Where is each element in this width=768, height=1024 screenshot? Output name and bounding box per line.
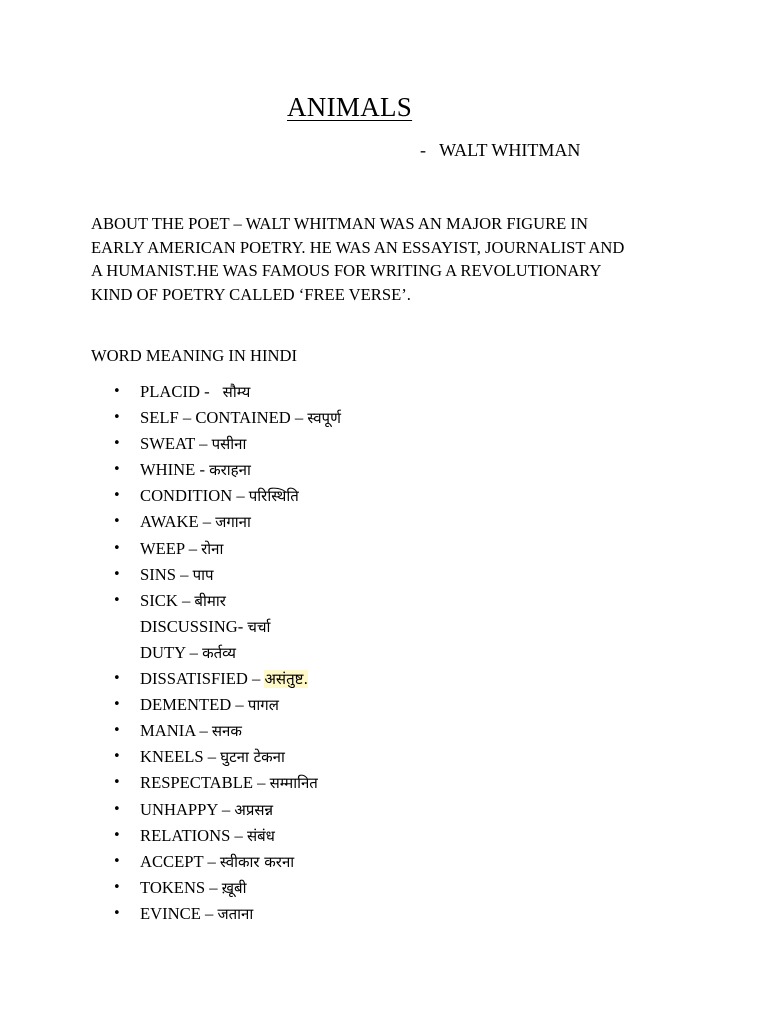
word-list-item bbox=[0, 431, 341, 457]
word-list-item bbox=[0, 718, 341, 744]
word-hindi-meaning: संबंध bbox=[246, 826, 275, 845]
word-term: DISCUSSING- bbox=[140, 616, 248, 636]
word-term: UNHAPPY – bbox=[140, 799, 235, 819]
word-term: TOKENS – bbox=[140, 877, 222, 897]
word-term: WHINE - bbox=[140, 460, 210, 480]
word-hindi-meaning: ख़ूबी bbox=[221, 878, 247, 897]
word-meaning-heading: WORD MEANING IN HINDI bbox=[91, 346, 298, 365]
word-list-item bbox=[0, 849, 341, 875]
word-list-item bbox=[0, 588, 341, 614]
word-list-item bbox=[0, 562, 341, 588]
word-list-item bbox=[0, 692, 341, 718]
bullet-icon: • bbox=[113, 488, 121, 504]
word-term: SINS – bbox=[140, 564, 193, 584]
word-hindi-meaning: घुटना टेकना bbox=[220, 748, 285, 767]
word-list-item bbox=[0, 666, 341, 692]
word-hindi-meaning: पाप bbox=[192, 565, 214, 584]
word-term: RESPECTABLE – bbox=[140, 773, 270, 793]
about-line: ABOUT THE POET – WALT WHITMAN WAS AN MAJOR FIGURE IN bbox=[91, 214, 588, 233]
word-list-item bbox=[0, 875, 341, 901]
word-term: SELF – CONTAINED – bbox=[140, 408, 308, 428]
word-hindi-meaning: पसीना bbox=[211, 435, 247, 454]
word-term: DUTY – bbox=[140, 642, 203, 662]
about-line: EARLY AMERICAN POETRY. HE WAS AN ESSAYIST, JOURNALIST AND bbox=[91, 237, 625, 257]
word-hindi-meaning: कराहना bbox=[209, 461, 251, 480]
bullet-icon: • bbox=[113, 566, 121, 582]
word-hindi-meaning: कर्तव्य bbox=[202, 643, 236, 662]
about-line: A HUMANIST.HE WAS FAMOUS FOR WRITING A REVOLUTIONARY bbox=[91, 261, 602, 280]
word-term: SICK – bbox=[140, 590, 195, 610]
word-hindi-meaning: रोना bbox=[201, 539, 224, 558]
word-list-item bbox=[0, 744, 341, 770]
word-term: EVINCE – bbox=[140, 903, 218, 923]
bullet-icon: • bbox=[113, 749, 121, 765]
bullet-icon: • bbox=[113, 905, 121, 921]
word-hindi-meaning: जताना bbox=[217, 904, 254, 923]
word-list-item bbox=[0, 509, 341, 535]
word-hindi-meaning: अप्रसन्न bbox=[234, 800, 274, 819]
bullet-icon: • bbox=[113, 697, 121, 713]
word-term: MANIA – bbox=[140, 721, 212, 741]
bullet-icon: • bbox=[113, 671, 121, 687]
bullet-icon: • bbox=[113, 827, 121, 843]
word-list-item bbox=[0, 901, 341, 927]
word-term: AWAKE – bbox=[140, 512, 216, 532]
word-term: KNEELS – bbox=[140, 747, 221, 767]
word-list-item bbox=[0, 379, 341, 405]
word-term: DISSATISFIED – bbox=[140, 669, 265, 689]
poem-title: ANIMALS bbox=[287, 92, 413, 122]
poet-name: - WALT WHITMAN bbox=[420, 140, 581, 160]
bullet-icon: • bbox=[113, 462, 121, 478]
bullet-icon: • bbox=[113, 775, 121, 791]
bullet-icon: • bbox=[113, 384, 121, 399]
bullet-icon: • bbox=[113, 410, 121, 426]
word-hindi-meaning: स्वीकार करना bbox=[219, 852, 295, 871]
bullet-icon: • bbox=[113, 879, 121, 895]
word-term: DEMENTED – bbox=[140, 695, 248, 715]
bullet-icon: • bbox=[113, 853, 121, 869]
bullet-icon: • bbox=[113, 592, 121, 608]
word-list-item bbox=[0, 457, 341, 483]
bullet-icon: • bbox=[113, 514, 121, 530]
word-list-item bbox=[0, 823, 341, 849]
bullet-icon: • bbox=[113, 540, 121, 556]
word-term: PLACID - bbox=[140, 382, 218, 401]
word-term: RELATIONS – bbox=[140, 825, 247, 845]
word-hindi-meaning: स्वपूर्ण bbox=[307, 409, 341, 428]
word-list-item bbox=[0, 405, 341, 431]
word-list-item bbox=[0, 770, 341, 796]
word-hindi-meaning: चर्चा bbox=[247, 617, 271, 636]
word-hindi-meaning: परिस्थिति bbox=[248, 487, 299, 506]
word-hindi-meaning: जगाना bbox=[215, 513, 251, 532]
word-list-item bbox=[0, 640, 341, 666]
word-hindi-meaning: पागल bbox=[247, 696, 279, 715]
bullet-icon: • bbox=[113, 436, 121, 452]
word-term: SWEAT – bbox=[140, 434, 212, 454]
word-hindi-meaning: सम्मानित bbox=[269, 774, 318, 793]
word-hindi-meaning: सनक bbox=[211, 722, 242, 741]
word-list-item bbox=[0, 483, 341, 509]
word-term: CONDITION – bbox=[140, 486, 249, 506]
word-hindi-meaning: असंतुष्ट. bbox=[264, 670, 309, 689]
about-the-poet bbox=[91, 212, 691, 306]
word-meaning-list bbox=[0, 379, 341, 927]
bullet-icon: • bbox=[113, 801, 121, 817]
word-hindi-meaning: सौम्य bbox=[217, 383, 251, 401]
word-hindi-meaning: बीमार bbox=[194, 591, 226, 610]
word-term: ACCEPT – bbox=[140, 851, 220, 871]
word-list-item bbox=[0, 536, 341, 562]
about-line: KIND OF POETRY CALLED ‘FREE VERSE’. bbox=[91, 284, 411, 304]
word-list-item bbox=[0, 614, 341, 640]
bullet-icon: • bbox=[113, 723, 121, 739]
word-term: WEEP – bbox=[140, 538, 202, 558]
word-list-item bbox=[0, 797, 341, 823]
